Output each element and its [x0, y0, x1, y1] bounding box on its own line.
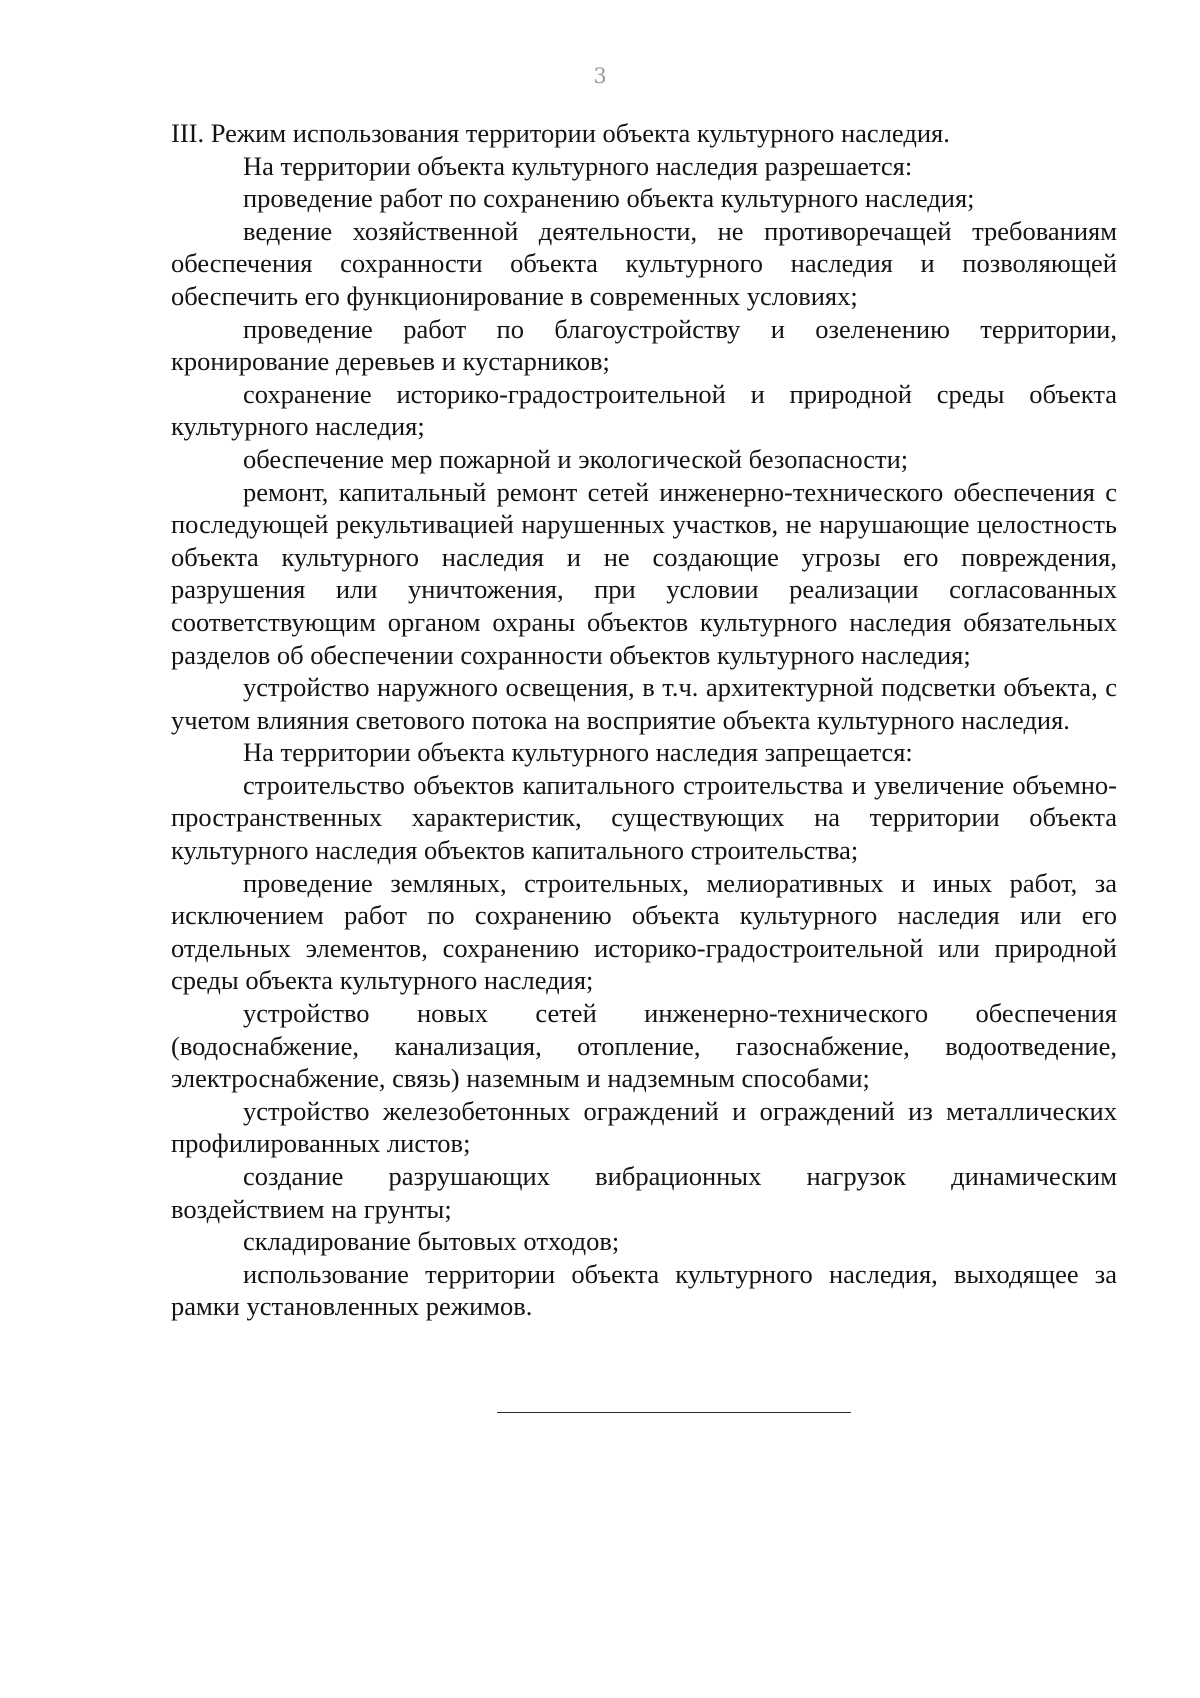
allowed-item: ремонт, капитальный ремонт сетей инженерно-технического обеспечения с последующей рекультивацией нарушенных участков, не нарушающие целостность объекта культурного наследия и не создающие угрозы его повреждения, разрушения или уничтожения, при условии реализации согласованных соответствующим органом охраны объектов культурного наследия обязательных разделов об обеспечении сохранности объектов культурного наследия; — [171, 476, 1117, 670]
prohibited-intro: На территории объекта культурного наследия запрещается: — [243, 737, 913, 768]
allowed-item: устройство наружного освещения, в т.ч. архитектурной подсветки объекта, с учетом влияния светового потока на восприятие объекта культурного наследия. — [171, 672, 1117, 735]
allowed-item: ведение хозяйственной деятельности, не противоречащей требованиям обеспечения сохранности объекта культурного наследия и позволяющей обеспечить его функционирование в современных условиях; — [171, 215, 1117, 311]
prohibited-item: использование территории объекта культурного наследия, выходящее за рамки установленных режимов. — [171, 1258, 1117, 1322]
section-heading: III. Режим использования территории объекта культурного наследия. — [171, 118, 950, 148]
prohibited-item: проведение земляных, строительных, мелиоративных и иных работ, за исключением работ по сохранению объекта культурного наследия или его отдельных элементов, сохранению историко-градостроительной или природной среды объекта культурного наследия; — [171, 867, 1117, 996]
prohibited-item: устройство новых сетей инженерно-технического обеспечения (водоснабжение, канализация, отопление, газоснабжение, водоотведение, электроснабжение, связь) наземным и надземным способами; — [171, 998, 1117, 1094]
end-of-document-rule — [497, 1412, 851, 1413]
allowed-item: проведение работ по благоустройству и озеленению территории, кронирование деревьев и кустарников; — [171, 313, 1117, 377]
page-number: 3 — [593, 64, 607, 88]
prohibited-item: создание разрушающих вибрационных нагрузок динамическим воздействием на грунты; — [171, 1161, 1117, 1224]
prohibited-item: складирование бытовых отходов; — [243, 1226, 620, 1257]
allowed-item: сохранение историко-градостроительной и природной среды объекта культурного наследия; — [171, 378, 1117, 442]
allowed-intro: На территории объекта культурного наследия разрешается: — [243, 150, 913, 181]
allowed-item: проведение работ по сохранению объекта культурного наследия; — [243, 183, 975, 214]
prohibited-item: строительство объектов капитального строительства и увеличение объемно-пространственных характеристик, существующих на территории объекта культурного наследия объектов капитального строительства; — [171, 769, 1117, 866]
document-body — [171, 117, 1117, 1323]
prohibited-item: устройство железобетонных ограждений и ограждений из металлических профилированных листов; — [171, 1095, 1117, 1159]
allowed-item: обеспечение мер пожарной и экологической безопасности; — [243, 443, 909, 474]
